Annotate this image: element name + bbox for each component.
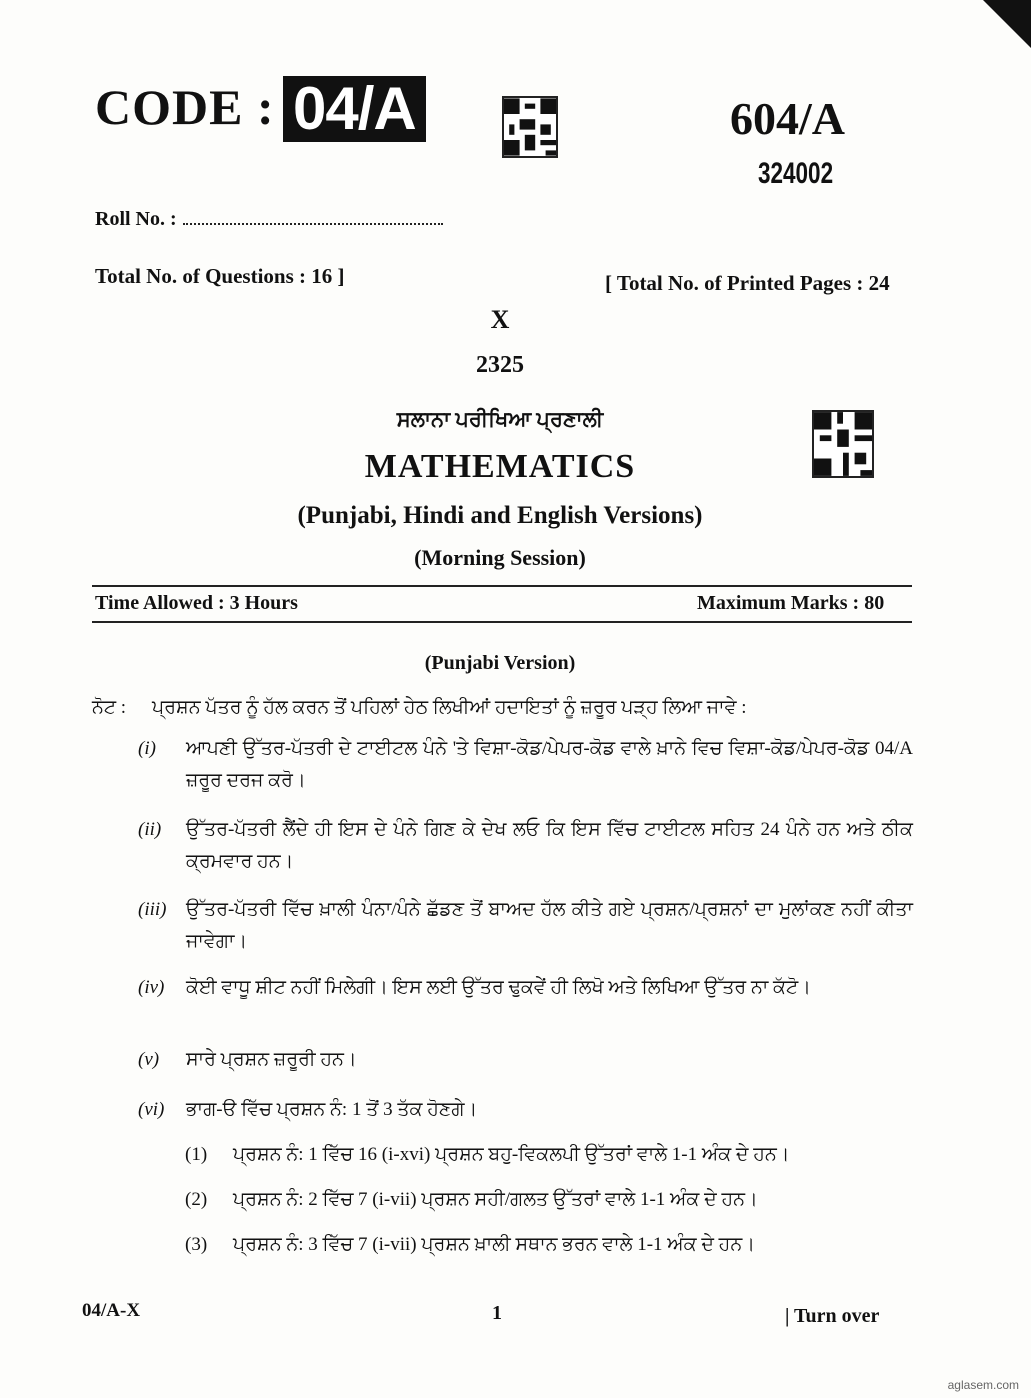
instruction-text: ਆਪਣੀ ਉੱਤਰ-ਪੱਤਰੀ ਦੇ ਟਾਈਟਲ ਪੰਨੇ 'ਤੇ ਵਿਸ਼ਾ-ਕੋਡ/ਪੇਪਰ-ਕੋਡ ਵਾਲੇ ਖ਼ਾਨੇ ਵਿਚ ਵਿਸ਼ਾ-ਕੋਡ/ਪੇਪਰ-ਕੋਡ 04/A ਜ਼ਰੂਰ ਦਰਜ ਕਰੋ। <box>186 738 913 791</box>
paper-number: 324002 <box>758 157 834 190</box>
sub-instruction <box>185 1189 758 1211</box>
session-label: (Morning Session) <box>414 545 586 570</box>
paper-code: 604/A <box>730 93 845 144</box>
instruction-text: ਭਾਗ-ੳ ਵਿੱਚ ਪ੍ਰਸ਼ਨ ਨੰ: 1 ਤੋਂ 3 ਤੱਕ ਹੋਣਗੇ। <box>186 1099 478 1120</box>
page-number: 1 <box>492 1302 502 1324</box>
divider-top <box>92 585 912 587</box>
version-heading: (Punjabi Version) <box>424 652 576 674</box>
qr-code-icon <box>502 96 558 158</box>
class-label: X <box>490 305 510 334</box>
code-value-box: 04/A <box>283 76 426 142</box>
instruction-text: ਸਾਰੇ ਪ੍ਰਸ਼ਨ ਜ਼ਰੂਰੀ ਹਨ। <box>186 1049 357 1070</box>
sub-instruction-number: (2) <box>185 1189 208 1210</box>
sub-instruction-number: (3) <box>185 1234 208 1255</box>
sub-instruction-number: (1) <box>185 1144 208 1165</box>
sub-instruction <box>185 1144 790 1166</box>
footer-code: 04/A-X <box>82 1300 141 1321</box>
roll-no-field <box>95 208 443 231</box>
instruction-text: ਉੱਤਰ-ਪੱਤਰੀ ਲੈਂਦੇ ਹੀ ਇਸ ਦੇ ਪੰਨੇ ਗਿਣ ਕੇ ਦੇਖ ਲਓ ਕਿ ਇਸ ਵਿੱਚ ਟਾਈਟਲ ਸਹਿਤ 24 ਪੰਨੇ ਹਨ ਅਤੇ ਠੀਕ ਕ੍ਰਮਵਾਰ ਹਨ। <box>186 819 913 872</box>
sub-instruction <box>185 1234 755 1256</box>
page-corner-mark <box>983 0 1031 48</box>
watermark: aglasem.com <box>947 1378 1019 1392</box>
time-allowed: Time Allowed : 3 Hours <box>95 592 298 614</box>
instruction-number: (i) <box>138 738 156 759</box>
sub-instruction-text: ਪ੍ਰਸ਼ਨ ਨੰ: 3 ਵਿੱਚ 7 (i-vii) ਪ੍ਰਸ਼ਨ ਖ਼ਾਲੀ ਸਥਾਨ ਭਰਨ ਵਾਲੇ 1-1 ਅੰਕ ਦੇ ਹਨ। <box>233 1234 756 1255</box>
instruction-number: (v) <box>138 1049 160 1070</box>
instruction-number: (iii) <box>138 899 167 920</box>
exam-system-punjabi: ਸਲਾਨਾ ਪਰੀਖਿਆ ਪ੍ਰਣਾਲੀ <box>396 407 604 431</box>
sub-instruction-text: ਪ੍ਰਸ਼ਨ ਨੰ: 2 ਵਿੱਚ 7 (i-vii) ਪ੍ਰਸ਼ਨ ਸਹੀ/ਗਲਤ ਉੱਤਰਾਂ ਵਾਲੇ 1-1 ਅੰਕ ਦੇ ਹਨ। <box>233 1189 758 1210</box>
total-pages: [ Total No. of Printed Pages : 24 <box>605 271 890 295</box>
sub-instruction-text: ਪ੍ਰਸ਼ਨ ਨੰ: 1 ਵਿੱਚ 16 (i-xvi) ਪ੍ਰਸ਼ਨ ਬਹੁ-ਵਿਕਲਪੀ ਉੱਤਰਾਂ ਵਾਲੇ 1-1 ਅੰਕ ਦੇ ਹਨ। <box>233 1144 790 1165</box>
instruction-text: ਉੱਤਰ-ਪੱਤਰੀ ਵਿੱਚ ਖ਼ਾਲੀ ਪੰਨਾ/ਪੰਨੇ ਛੱਡਣ ਤੋਂ ਬਾਅਦ ਹੱਲ ਕੀਤੇ ਗਏ ਪ੍ਰਸ਼ਨ/ਪ੍ਰਸ਼ਨਾਂ ਦਾ ਮੁਲਾਂਕਣ ਨਹੀਂ ਕੀਤਾ ਜਾਵੇਗਾ। <box>186 899 913 952</box>
note-text: ਪ੍ਰਸ਼ਨ ਪੱਤਰ ਨੂੰ ਹੱਲ ਕਰਨ ਤੋਂ ਪਹਿਲਾਂ ਹੇਠ ਲਿਖੀਆਂ ਹਦਾਇਤਾਂ ਨੂੰ ਜ਼ਰੂਰ ਪੜ੍ਹ ਲਿਆ ਜਾਵੇ : <box>152 697 747 718</box>
instruction-text: ਕੋਈ ਵਾਧੂ ਸ਼ੀਟ ਨਹੀਂ ਮਿਲੇਗੀ। ਇਸ ਲਈ ਉੱਤਰ ਢੁਕਵੇਂ ਹੀ ਲਿਖੋ ਅਤੇ ਲਿਖਿਆ ਉੱਤਰ ਨਾ ਕੱਟੋ। <box>186 977 811 998</box>
total-questions: Total No. of Questions : 16 ] <box>95 264 345 288</box>
instruction-number: (iv) <box>138 977 165 998</box>
note-label: ਨੋਟ : <box>92 697 127 718</box>
instruction-number: (ii) <box>138 819 162 840</box>
code-label: CODE : <box>95 79 275 135</box>
maximum-marks: Maximum Marks : 80 <box>697 592 885 614</box>
versions-label: (Punjabi, Hindi and English Versions) <box>297 502 703 529</box>
roll-no-blank <box>183 209 443 225</box>
subject-title: MATHEMATICS <box>364 448 636 485</box>
instruction-number: (vi) <box>138 1099 165 1120</box>
divider-bottom <box>92 621 912 623</box>
turn-over-label: | Turn over <box>785 1305 880 1327</box>
roll-no-label: Roll No. : <box>95 208 177 230</box>
year-code: 2325 <box>476 352 524 378</box>
